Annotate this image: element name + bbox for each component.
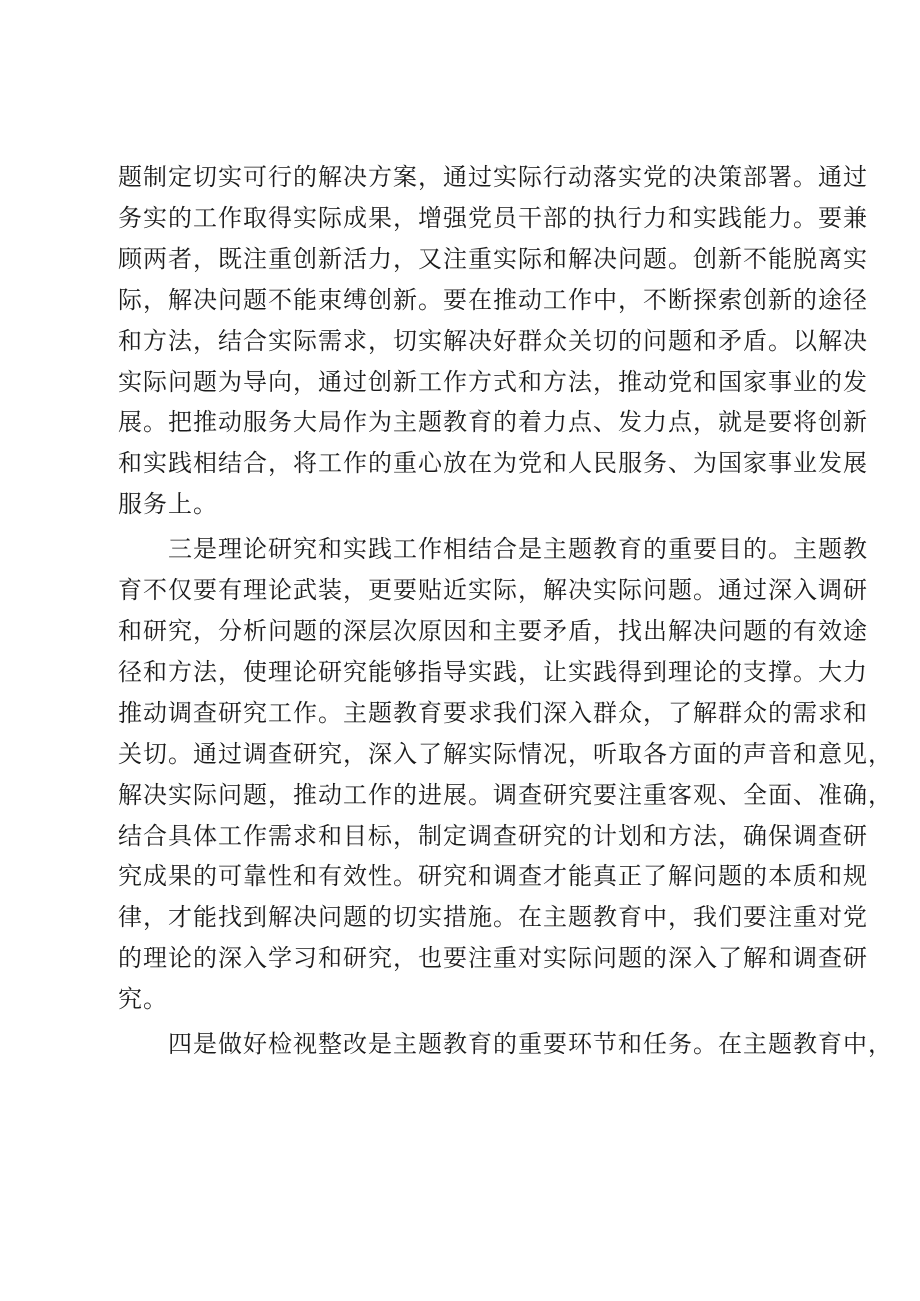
text-line: 顾两者，既注重创新活力，又注重实际和解决问题。创新不能脱离实 bbox=[118, 244, 868, 273]
text-line: 际，解决问题不能束缚创新。要在推动工作中，不断探索创新的途径 bbox=[118, 285, 868, 314]
text-line: 题制定切实可行的解决方案，通过实际行动落实党的决策部署。通过 bbox=[118, 163, 868, 191]
text-line: 究。 bbox=[118, 985, 168, 1014]
text-line: 径和方法，使理论研究能够指导实践，让实践得到理论的支撑。大力 bbox=[118, 657, 868, 686]
text-line: 和实践相结合，将工作的重心放在为党和人民服务、为国家事业发展 bbox=[118, 449, 868, 478]
paragraph-3 bbox=[118, 1024, 893, 1065]
text-line: 结合具体工作需求和目标，制定调查研究的计划和方法，确保调查研 bbox=[118, 821, 868, 850]
text-line: 务实的工作取得实际成果，增强党员干部的执行力和实践能力。要兼 bbox=[118, 203, 868, 232]
document-page bbox=[118, 157, 893, 1065]
text-line: 服务上。 bbox=[118, 490, 218, 519]
text-line: 三是理论研究和实践工作相结合是主题教育的重要目的。主题教 bbox=[168, 535, 868, 564]
text-line: 推动调查研究工作。主题教育要求我们深入群众，了解群众的需求和 bbox=[118, 698, 868, 727]
text-line: 四是做好检视整改是主题教育的重要环节和任务。在主题教育中， bbox=[168, 1030, 893, 1059]
text-line: 展。把推动服务大局作为主题教育的着力点、发力点，就是要将创新 bbox=[118, 408, 868, 437]
text-line: 律，才能找到解决问题的切实措施。在主题教育中，我们要注重对党 bbox=[118, 903, 868, 932]
text-line: 关切。通过调查研究，深入了解实际情况，听取各方面的声音和意见， bbox=[118, 739, 893, 768]
text-line: 和研究，分析问题的深层次原因和主要矛盾，找出解决问题的有效途 bbox=[118, 616, 868, 645]
text-line: 和方法，结合实际需求，切实解决好群众关切的问题和矛盾。以解决 bbox=[118, 326, 868, 355]
paragraph-1 bbox=[118, 157, 868, 525]
text-line: 育不仅要有理论武装，更要贴近实际，解决实际问题。通过深入调研 bbox=[118, 576, 868, 605]
text-line: 的理论的深入学习和研究，也要注重对实际问题的深入了解和调查研 bbox=[118, 944, 868, 973]
text-line: 究成果的可靠性和有效性。研究和调查才能真正了解问题的本质和规 bbox=[118, 862, 868, 891]
paragraph-2 bbox=[118, 529, 893, 1020]
text-line: 实际问题为导向，通过创新工作方式和方法，推动党和国家事业的发 bbox=[118, 367, 868, 396]
text-line: 解决实际问题，推动工作的进展。调查研究要注重客观、全面、准确， bbox=[118, 780, 893, 809]
